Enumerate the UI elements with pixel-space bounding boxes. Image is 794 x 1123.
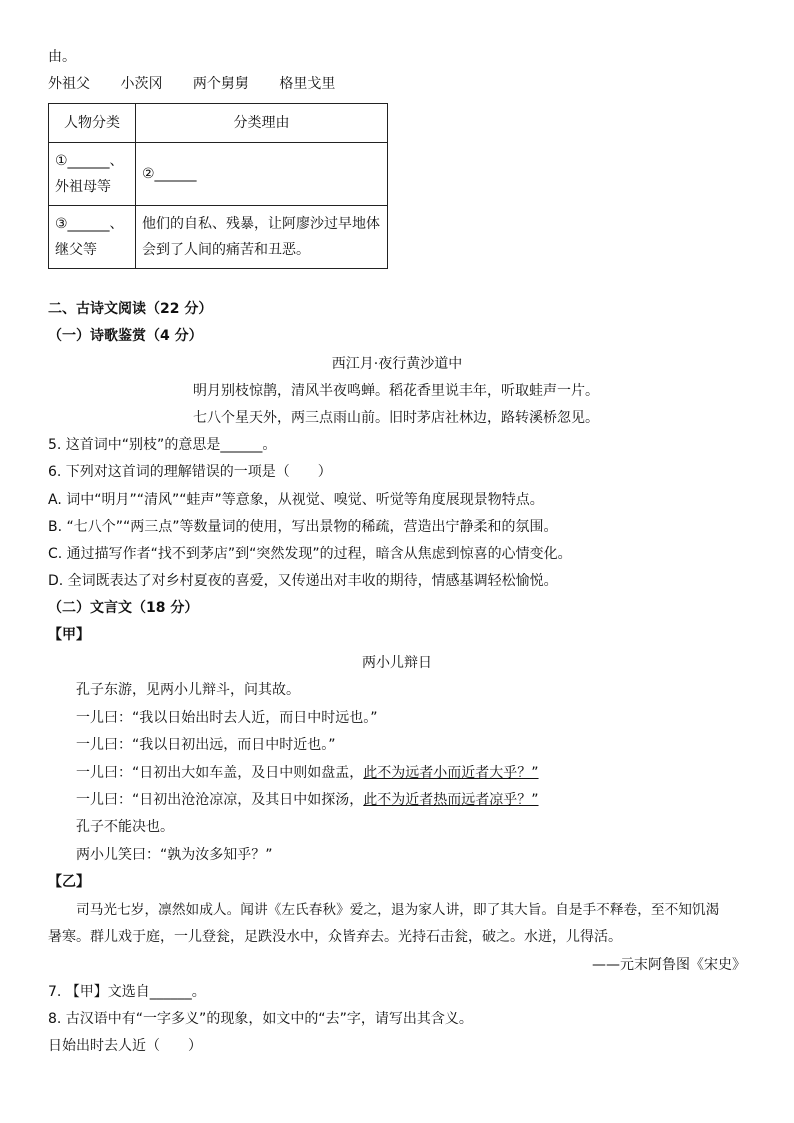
poem-line: 七八个星天外，两三点雨山前。旧时茅店社林边，路转溪桥忽见。 — [193, 410, 599, 426]
table-cell-reason: 他们的自私、残暴，让阿廖沙过早地体会到了人间的痛苦和丑恶。 — [136, 206, 388, 269]
question-7: 7. 【甲】文选自______。 — [48, 984, 206, 1000]
subsection-title: （一）诗歌鉴赏（4 分） — [48, 328, 203, 344]
passage-label-jia: 【甲】 — [48, 627, 90, 643]
option-a[interactable]: A. 词中“明月”“清风”“蛙声”等意象，从视觉、嗅觉、听觉等角度展现景物特点。 — [48, 492, 544, 508]
question-8-item[interactable]: 日始出时去人近（ ） — [48, 1038, 202, 1054]
character-names — [48, 74, 361, 94]
table-row — [49, 206, 388, 269]
passage-label-yi: 【乙】 — [48, 874, 90, 890]
passage-line: 司马光七岁，凛然如成人。闻讲《左氏春秋》爱之，退为家人讲，即了其大旨。自是手不释卷，至不知饥渴 — [76, 902, 720, 918]
question-8: 8. 古汉语中有“一字多义”的现象，如文中的“去”字，请写出其含义。 — [48, 1011, 473, 1027]
table-cell-category[interactable]: ③______、继父等 — [49, 206, 136, 269]
option-c[interactable]: C. 通过描写作者“找不到茅店”到“突然发现”的过程，暗含从焦虑到惊喜的心情变化。 — [48, 546, 572, 562]
passage-line: 孔子不能决也。 — [76, 819, 174, 835]
passage-line: 一儿曰：“我以日初出远，而日中时近也。” — [76, 737, 336, 753]
classification-table — [48, 103, 388, 269]
passage-line — [76, 790, 539, 810]
table-cell-category[interactable]: ①______、外祖母等 — [49, 143, 136, 206]
underlined-sentence: 此不为远者小而近者大乎？” — [363, 765, 539, 781]
character-name: 格里戈里 — [279, 76, 336, 92]
subsection-title: （二）文言文（18 分） — [48, 600, 199, 616]
poem-line: 明月别枝惊鹊，清风半夜鸣蝉。稻花香里说丰年，听取蛙声一片。 — [193, 383, 599, 399]
poem-title: 西江月·夜行黄沙道中 — [331, 356, 463, 372]
table-header-cell: 分类理由 — [136, 104, 388, 143]
question-5: 5. 这首词中“别枝”的意思是______。 — [48, 437, 277, 453]
option-d[interactable]: D. 全词既表达了对乡村夏夜的喜爱，又传递出对丰收的期待，情感基调轻松愉悦。 — [48, 573, 558, 589]
table-cell-reason[interactable]: ②______ — [136, 143, 388, 206]
passage-text: 一儿曰：“日初出沧沧凉凉，及其日中如探汤， — [76, 792, 364, 808]
passage-title: 两小儿辩日 — [362, 655, 432, 671]
character-name: 小茨冈 — [120, 76, 163, 92]
character-name: 两个舅舅 — [192, 76, 249, 92]
question-6: 6. 下列对这首词的理解错误的一项是（ ） — [48, 464, 332, 480]
table-header-row — [49, 104, 388, 143]
passage-line — [76, 763, 539, 783]
section-title: 二、古诗文阅读（22 分） — [48, 301, 213, 317]
table-row — [49, 143, 388, 206]
passage-line: 孔子东游，见两小儿辩斗，问其故。 — [76, 682, 300, 698]
passage-text: 一儿曰：“日初出大如车盖，及日中则如盘盂， — [76, 765, 364, 781]
table-header-cell: 人物分类 — [49, 104, 136, 143]
passage-line: 一儿曰：“我以日始出时去人近，而日中时远也。” — [76, 710, 378, 726]
option-b[interactable]: B. “七八个”“两三点”等数量词的使用，写出景物的稀疏，营造出宁静柔和的氛围。 — [48, 519, 558, 535]
passage-line: 两小儿笑曰：“孰为汝多知乎？” — [76, 847, 273, 863]
character-name: 外祖父 — [48, 76, 90, 92]
passage-source: ——元末阿鲁图《宋史》 — [592, 957, 746, 973]
passage-line: 暑寒。群儿戏于庭，一儿登瓮，足跌没水中，众皆弃去。光持石击瓮，破之。水迸，儿得活。 — [48, 929, 622, 945]
continuation-text: 由。 — [48, 49, 76, 65]
underlined-sentence: 此不为近者热而远者凉乎？” — [363, 792, 539, 808]
